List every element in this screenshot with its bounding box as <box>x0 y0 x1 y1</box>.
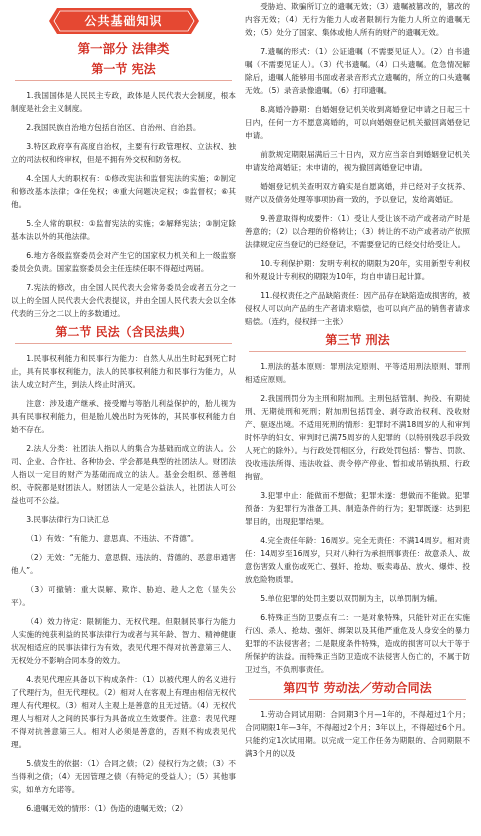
paragraph: 3.民事法律行为口诀汇总 <box>26 515 110 524</box>
divider <box>15 80 232 81</box>
paragraph: 2.我国刑罚分为主刑和附加刑。主刑包括管制、拘役、有期徒刑、无期徒刑和死刑；附加刑包括罚金、剥夺政治权利、没收财产、驱逐出境。不适用死刑的情形：犯罪时不满18周岁的人和审判时怀孕的妇女、审判时已满75周岁的人犯罪的（以特别残忍手段致人死亡的除外）。与行政处罚相区分，行政处罚包括：警告、罚款、没收违法所得、违法收益、责令停产停业、暂扣或吊销执照、行政拘留。 <box>245 394 470 481</box>
section-title-labor-law: 第四节 劳动法／劳动合同法 <box>283 681 432 695</box>
part-title: 第一部分 法律类 <box>77 41 170 56</box>
paragraph: 3.犯罪中止：能做而不想做；犯罪未遂：想做而不能做。犯罪预备：为犯罪行为准备工具、制造条件的行为；犯罪既遂：达到犯罪目的，出现犯罪结果。 <box>245 491 470 526</box>
paragraph: 7.宪法的修改，由全国人民代表大会常务委员会或者五分之一以上的全国人民代表大会代表提议，并由全国人民代表大会以全体代表的三分之二以上的多数通过。 <box>11 283 236 318</box>
paragraph: 1.劳动合同试用期：合同期3个月—1年的，不得超过1个月；合同期限1年—3年，不得超过2个月；3年以上，不得超过6个月。只能约定1次试用期。以完成一定工作任务为期限的、合同期限不满3个月的以及 <box>245 710 470 758</box>
paragraph: 4.全国人大的职权有：①修改宪法和监督宪法的实施；②制定和修改基本法律；③任免权；④重大问题决定权；⑤监督权；⑥其他。 <box>11 174 236 209</box>
paragraph: 5.债发生的依据：（1）合同之债；（2）侵权行为之债；（3）不当得利之债；（4）无因管理之债（有特定的受益人）；（5）其他事实，如单方允诺等。 <box>11 759 236 794</box>
paragraph: 5.全人常的职权：①监督宪法的实施；②解释宪法；③制定除基本法以外的其他法律。 <box>11 219 236 241</box>
paragraph: 11.侵权责任之产品缺陷责任：因产品存在缺陷造成损害的，被侵权人可以向产品的生产者请求赔偿，也可以向产品的销售者请求赔偿。（连约，侵权择一主张） <box>245 291 470 326</box>
paragraph: 注意：涉及遗产继承、接受赠与等胎儿利益保护的，胎儿视为具有民事权利能力，但是胎儿娩出时为死体的，其民事权利能力自始不存在。 <box>11 399 236 434</box>
paragraph: （2）无效：“无能力、意思假、违法的、背德的、恶意串通害他人”。 <box>11 553 236 575</box>
paragraph: 7.遗嘱的形式：（1）公证遗嘱（不需要见证人）。（2）自书遗嘱（不需要见证人）。（3）代书遗嘱。（4）口头遗嘱。危急情况解除后，遗嘱人能够用书面或者录音形式立遗嘱的，所立的口头遗嘱无效。（5）录音录像遗嘱。（6）打印遗嘱。 <box>245 47 470 95</box>
paragraph: 6.地方各级监察委员会对产生它的国家权力机关和上一级监察委员会负责。国家监察委员会主任连续任职不得超过两届。 <box>11 251 236 273</box>
paragraph: 9.善意取得构成要件：（1）受让人受让该不动产或者动产时是善意的；（2）以合理的价格转让；（3）转让的不动产或者动产依照法律规定应当登记的已经登记，不需要登记的已经交付给受让人。 <box>245 214 470 249</box>
paragraph: 婚姻登记机关查明双方确实是自愿离婚，并已经对子女抚养、财产以及债务处理等事项协商一致的，予以登记，发给离婚证。 <box>245 182 470 204</box>
paragraph: 4.表见代理应具备以下构成条件：（1）以被代理人的名义进行了代理行为，但无代理权。（2）相对人在客观上有理由相信无权代理人有代理权。（3）相对人主观上是善意的且无过错。（4）无权代理人与相对人之间的民事行为具备成立生效要件。注意：表见代理不得对抗善意第三人。相对人必须是善意的，否则不构成表见代理。 <box>11 675 236 749</box>
paragraph: 受胁迫、欺骗所订立的遗嘱无效；（3）遗嘱被篡改的，篡改的内容无效；（4）无行为能力人或者限制行为能力人所立的遗嘱无效；（5）处分了国家、集体或他人所有的财产的遗嘱无效。 <box>245 2 470 37</box>
section-title-criminal-law: 第三节 刑法 <box>325 333 390 347</box>
divider <box>249 699 466 700</box>
section-title-civil-law: 第二节 民法（含民法典） <box>55 325 192 339</box>
paragraph: 4.完全责任年龄：16周岁。完全无责任：不满14周岁。相对责任：14周岁至16周岁，只对八种行为承担刑事责任：故意杀人、故意伤害致人重伤或死亡、强奸、抢劫、贩卖毒品、放火、爆炸、投放危险物质罪。 <box>245 536 470 584</box>
paragraph: 1.民事权利能力和民事行为能力：自然人从出生时起到死亡时止，具有民事权利能力，法人的民事权利能力和民事行为能力，从法人成立时产生，到法人终止时消灭。 <box>11 354 236 389</box>
paragraph: 8.离婚冷静期：自婚姻登记机关收到离婚登记申请之日起三十日内，任何一方不愿意离婚的，可以向婚姻登记机关撤回离婚登记申请。 <box>245 105 470 140</box>
divider <box>249 351 466 352</box>
paragraph: 1.我国国体是人民民主专政，政体是人民代表大会制度，根本制度是社会主义制度。 <box>11 91 236 113</box>
paragraph: （3）可撤销：重大误解、欺诈、胁迫、趁人之危（显失公平）。 <box>11 585 236 607</box>
paragraph: 6.遗嘱无效的情形：（1）伪造的遗嘱无效；（2） <box>26 804 188 813</box>
paragraph: 3.特区政府享有高度自治权，主要有行政管理权、立法权、独立的司法权和终审权，但是不拥有外交权和防务权。 <box>11 142 236 164</box>
paragraph: 5.单位犯罪的处罚主要以双罚制为主，以单罚制为辅。 <box>260 594 443 603</box>
paragraph: 前款规定期限届满后三十日内，双方应当亲自到婚姻登记机关申请发给离婚证；未申请的，视为撤回离婚登记申请。 <box>245 150 470 172</box>
paragraph: （1）有效：“有能力、意思真、不违法、不背德”。 <box>26 534 199 543</box>
section-title-constitution: 第一节 宪法 <box>91 62 156 76</box>
paragraph: 6.特殊正当防卫要点有二：一是对象特殊，只能针对正在实施行凶、杀人、抢劫、强奸、绑架以及其他严重危及人身安全的暴力犯罪的不法侵害者；二是限度条件特殊，造成的损害可以大于等于所保护的法益。而特殊正当防卫造成不法侵害人伤亡的，不属于防卫过当，不负刑事责任。 <box>245 613 470 674</box>
left-column <box>11 0 236 821</box>
banner-title: 公共基础知识 <box>84 14 163 28</box>
paragraph: 2.我国民族自治地方包括自治区、自治州、自治县。 <box>26 123 201 132</box>
divider <box>15 343 232 344</box>
paragraph: 10.专利保护期：发明专利权的期限为20年，实用新型专利权和外观设计专利权的期限为10年，均自申请日起计算。 <box>245 259 470 281</box>
paragraph: 1.刑法的基本原则：罪刑法定原则、平等适用刑法原则、罪刑相适应原则。 <box>245 362 470 384</box>
paragraph: 2.法人分类：社团法人指以人的集合为基础而成立的法人。公司、企业、合作社、各种协会、学会都是典型的社团法人。财团法人指以一定目的财产为基础而成立的法人。基金会组织、慈善组织、寺院都是财团法人。财团法人一定是公益法人，社团法人可公益也可不公益。 <box>11 444 236 505</box>
paragraph: （4）效力待定：限制能力、无权代理。但限制民事行为能力人实施的纯获利益的民事法律行为或者与其年龄、智力、精神健康状况相适应的民事法律行为有效，表见代理不得对抗善意第三人、无权处分不影响合同本身的效力。 <box>11 617 236 665</box>
right-column <box>245 0 470 766</box>
banner <box>49 6 199 36</box>
